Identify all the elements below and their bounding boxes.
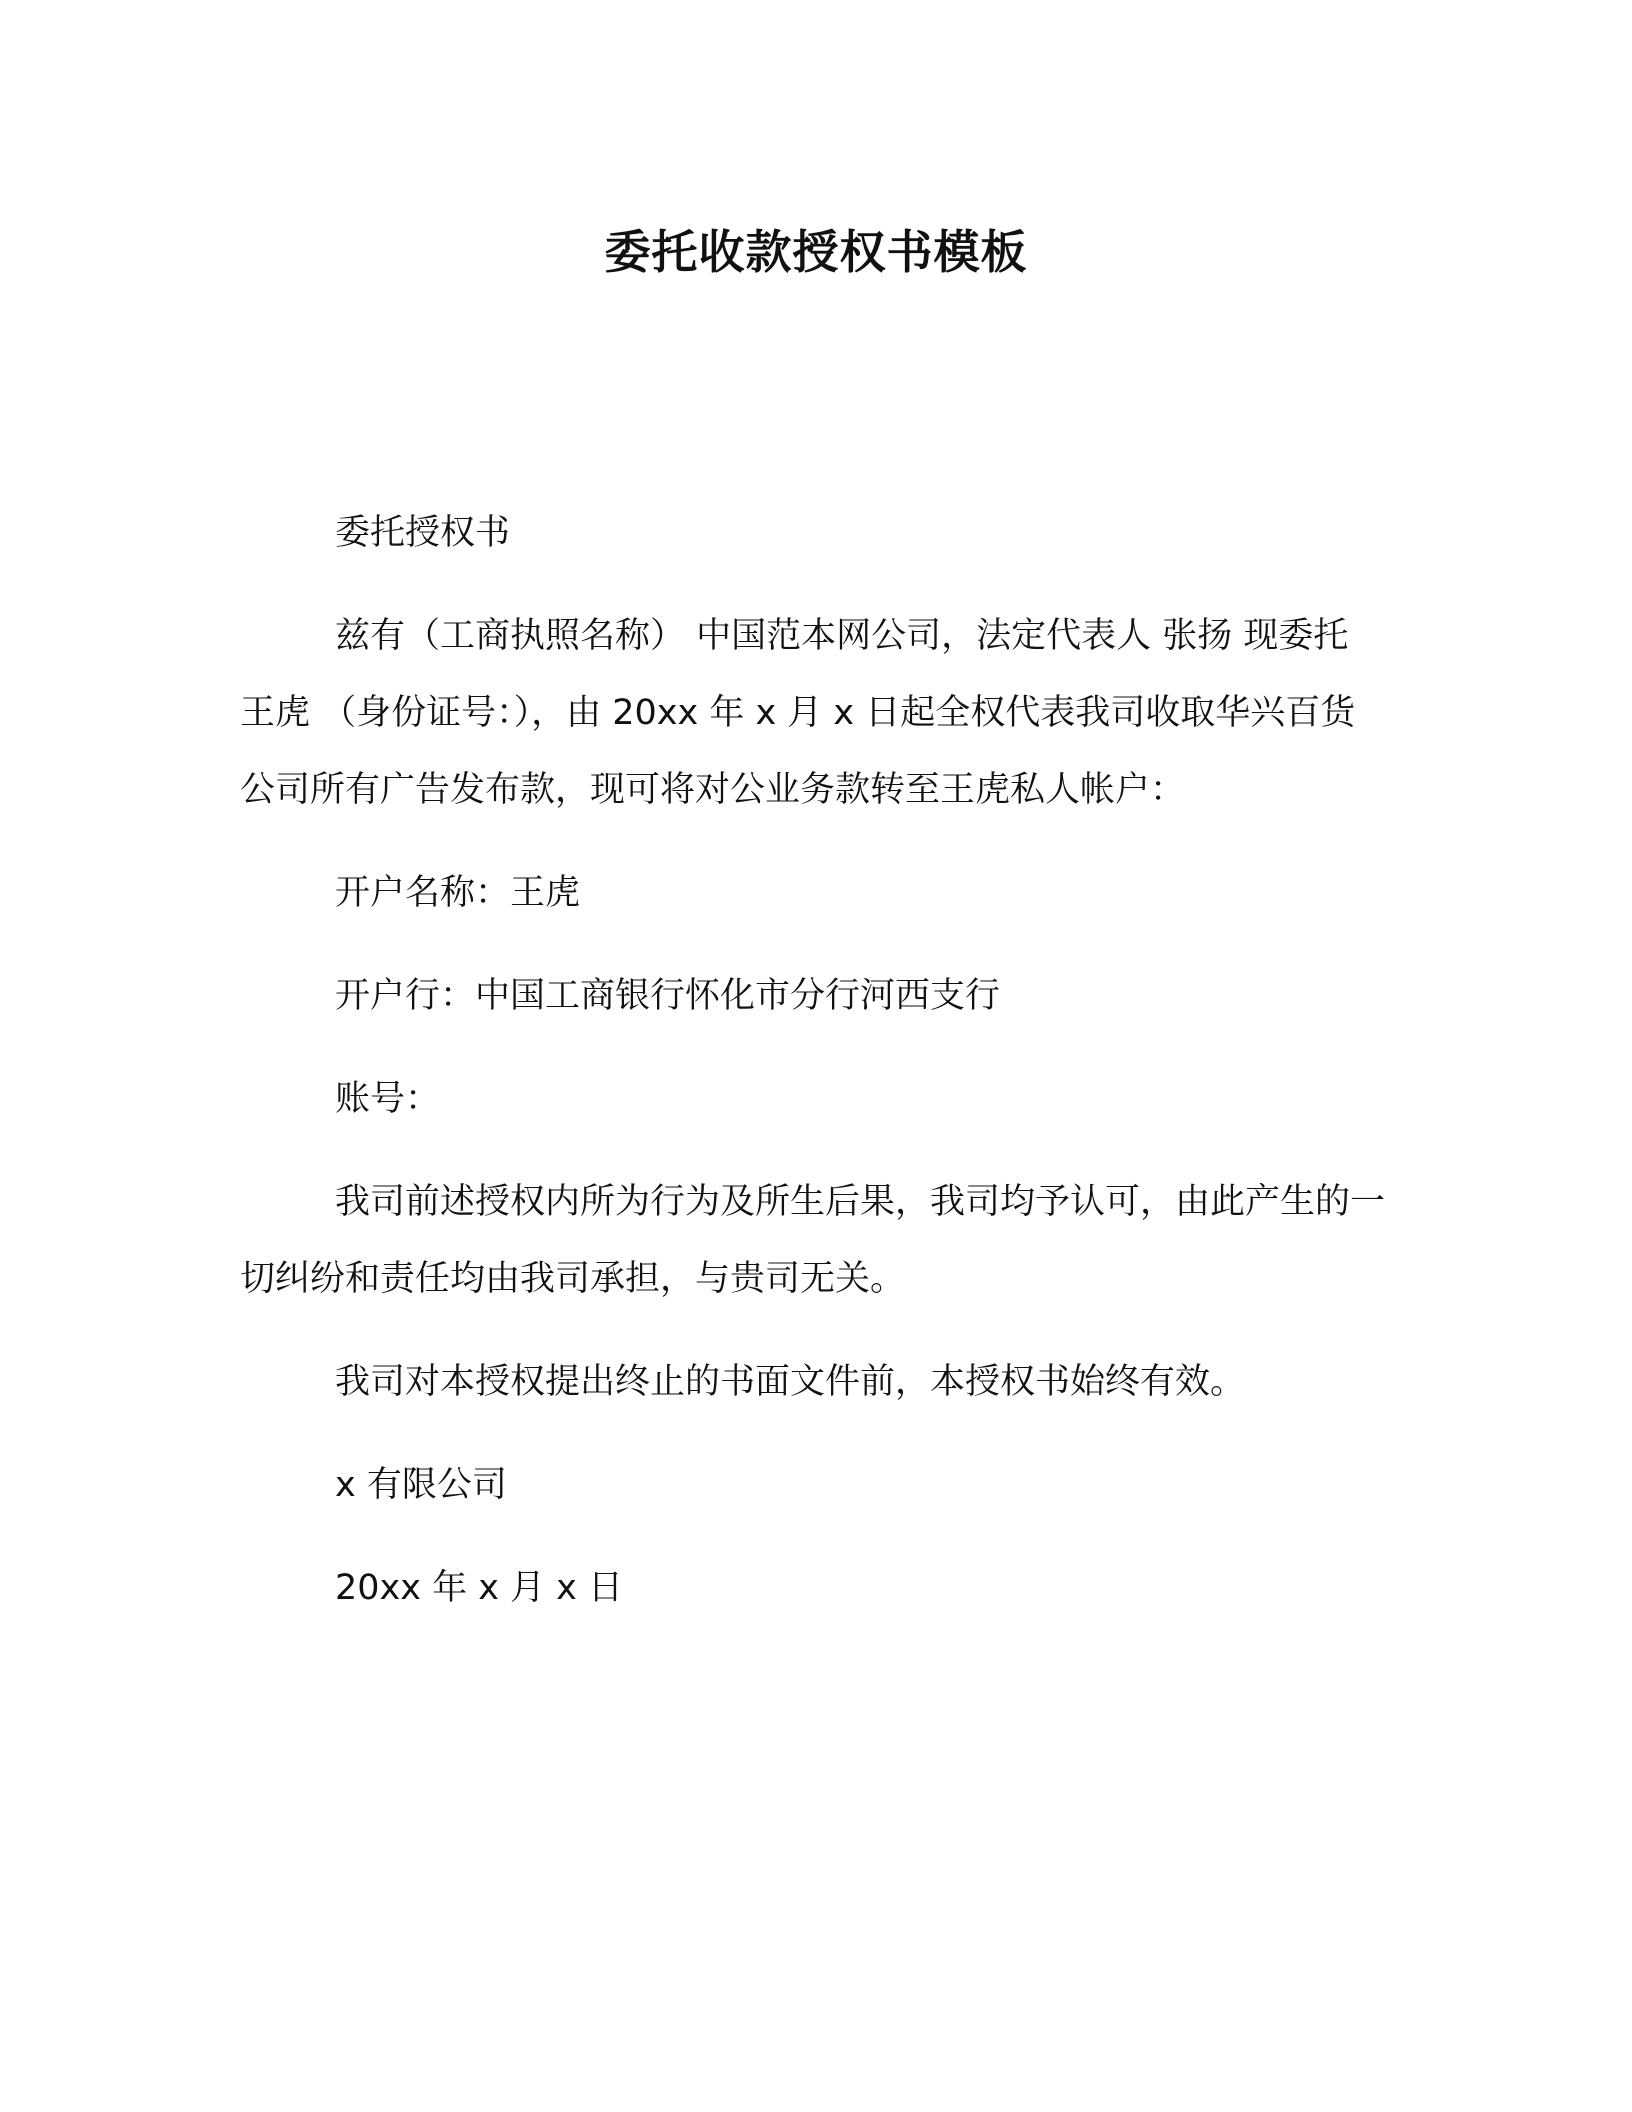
liability-statement: 我司前述授权内所为行为及所生后果，我司均予认可，由此产生的一切纠纷和责任均由我司承担，与贵司无关。 [240, 1182, 1386, 1299]
document-date: 20xx 年 x 月 x 日 [335, 1568, 624, 1608]
company-signature: x 有限公司 [335, 1465, 507, 1505]
document-body [240, 495, 1390, 1653]
account-number-line: 账号： [335, 1079, 441, 1119]
authorization-statement: 兹有（工商执照名称） 中国范本网公司，法定代表人 张扬 现委托 王虎 （身份证号：），由 20xx 年 x 月 x 日起全权代表我司收取华兴百货公司所有广告发布款，现可将对公业务款转至王虎私人帐户： [240, 616, 1356, 810]
bank-line: 开户行：中国工商银行怀化市分行河西支行 [335, 976, 1001, 1016]
validity-statement: 我司对本授权提出终止的书面文件前，本授权书始终有效。 [335, 1362, 1246, 1402]
document-title: 委托收款授权书模板 [604, 225, 1028, 279]
letter-heading: 委托授权书 [335, 513, 511, 553]
account-name-line: 开户名称：王虎 [335, 873, 581, 913]
